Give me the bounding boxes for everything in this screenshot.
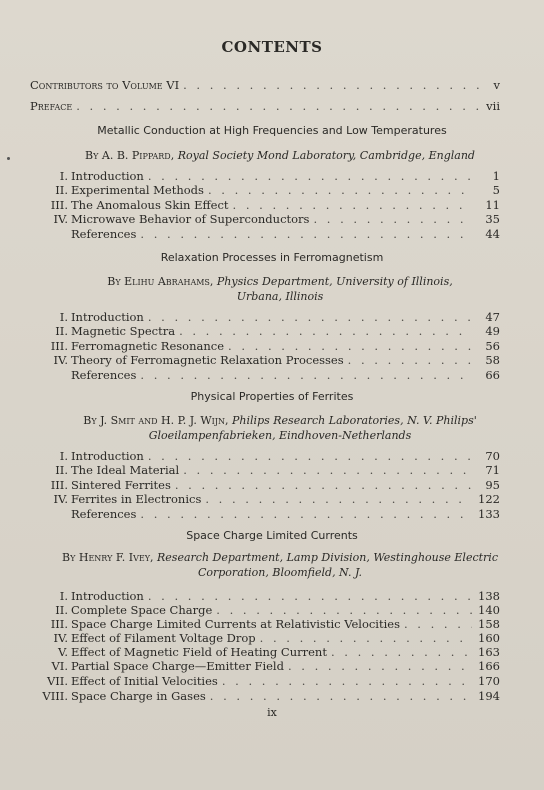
entry-page: 166: [478, 659, 500, 673]
entry-number: V.: [58, 645, 68, 659]
entry-page: 133: [478, 507, 500, 521]
front-entry-page: vii: [486, 99, 500, 113]
section-title: Relaxation Processes in Ferromagnetism: [160, 251, 384, 264]
entry-number: III.: [50, 198, 68, 212]
entry-number: I.: [59, 310, 68, 324]
ink-speck: [7, 157, 10, 160]
toc-entry: [26, 368, 500, 382]
leader-dots: [233, 198, 472, 212]
entry-page: 66: [485, 368, 500, 382]
entry-page: 160: [478, 631, 500, 645]
leader-dots: [313, 212, 472, 226]
entry-page: 56: [485, 339, 500, 353]
front-entry-page: v: [493, 78, 500, 92]
section-title: Physical Properties of Ferrites: [190, 390, 354, 403]
entry-page: 163: [478, 645, 500, 659]
toc-entry: [26, 492, 500, 506]
entry-title: Ferrites in Electronics: [71, 492, 202, 506]
entry-title: Space Charge Limited Currents at Relativistic Velocities: [71, 617, 400, 631]
leader-dots: [175, 478, 472, 492]
toc-entry: [26, 603, 500, 617]
toc-entry: [26, 507, 500, 521]
toc-entry: [26, 674, 500, 688]
author-name: By A. B. Pippard,: [85, 149, 175, 162]
entry-number: IV.: [53, 212, 68, 226]
front-entry-label: Contributors to Volume VI: [30, 78, 180, 92]
leader-dots: [210, 689, 472, 703]
entry-number: III.: [50, 339, 68, 353]
entry-title: Experimental Methods: [71, 183, 204, 197]
author-name: By J. Smit and H. P. J. Wijn,: [83, 414, 229, 427]
leader-dots: [148, 169, 472, 183]
entry-title: Effect of Initial Velocities: [71, 674, 218, 688]
leader-dots: [179, 324, 472, 338]
entry-title: The Anomalous Skin Effect: [71, 198, 229, 212]
toc-entry: [26, 227, 500, 241]
section-title: Space Charge Limited Currents: [186, 529, 358, 542]
section-author: [45, 550, 515, 580]
entry-title: Partial Space Charge—Emitter Field: [71, 659, 284, 673]
entry-title: Complete Space Charge: [71, 603, 213, 617]
leader-dots: [348, 353, 472, 367]
toc-entry: [26, 449, 500, 463]
entry-title: Introduction: [71, 449, 144, 463]
leader-dots: [183, 78, 480, 92]
section-author: [70, 413, 490, 443]
toc-entry: [26, 589, 500, 603]
front-entry-preface: [30, 99, 500, 113]
entry-title: The Ideal Material: [71, 463, 180, 477]
entry-page: 47: [485, 310, 500, 324]
entry-number: IV.: [53, 492, 68, 506]
author-affiliation: Royal Society Mond Laboratory, Cambridge, England: [177, 149, 475, 162]
entry-number: II.: [55, 324, 68, 338]
toc-entry: [26, 198, 500, 212]
toc-entry: [26, 631, 500, 645]
entry-page: 140: [478, 603, 500, 617]
entry-page: 1: [492, 169, 500, 183]
entry-page: 158: [478, 617, 500, 631]
entry-number: I.: [59, 589, 68, 603]
author-affiliation: Urbana, Illinois: [236, 290, 324, 303]
entry-page: 71: [485, 463, 500, 477]
leader-dots: [183, 463, 472, 477]
toc-entry: [26, 212, 500, 226]
entry-number: VI.: [51, 659, 68, 673]
toc-entry: [26, 617, 500, 631]
toc-entry: [26, 353, 500, 367]
author-affiliation: Gloeilampenfabrieken, Eindhoven-Netherlands: [148, 429, 412, 442]
leader-dots: [205, 492, 472, 506]
toc-entry: [26, 310, 500, 324]
entry-title: Magnetic Spectra: [71, 324, 176, 338]
entry-number: IV.: [53, 353, 68, 367]
author-affiliation: Corporation, Bloomfield, N. J.: [197, 566, 363, 579]
entry-number: II.: [55, 463, 68, 477]
entry-title: References: [71, 368, 137, 382]
entry-page: 138: [478, 589, 500, 603]
entry-title: Introduction: [71, 310, 144, 324]
leader-dots: [148, 310, 472, 324]
entry-number: I.: [59, 169, 68, 183]
entry-page: 58: [485, 353, 500, 367]
entry-title: Microwave Behavior of Superconductors: [71, 212, 310, 226]
author-name: By Henry F. Ivey,: [62, 551, 154, 564]
toc-entry: [26, 478, 500, 492]
leader-dots: [148, 589, 472, 603]
section-title: Metallic Conduction at High Frequencies and Low Temperatures: [97, 124, 447, 137]
entry-title: Introduction: [71, 169, 144, 183]
author-affiliation: Philips Research Laboratories, N. V. Philips': [232, 414, 477, 427]
toc-entry: [26, 183, 500, 197]
entry-number: VII.: [46, 674, 68, 688]
page-title: CONTENTS: [221, 38, 323, 56]
front-entry-contributors: [30, 78, 500, 92]
entry-number: III.: [50, 478, 68, 492]
toc-entry: [26, 689, 500, 703]
entry-page: 35: [485, 212, 500, 226]
entry-title: Effect of Magnetic Field of Heating Current: [71, 645, 327, 659]
toc-entry: [26, 169, 500, 183]
leader-dots: [140, 368, 472, 382]
entry-page: 44: [485, 227, 500, 241]
leader-dots: [140, 507, 472, 521]
leader-dots: [76, 99, 480, 113]
entry-page: 70: [485, 449, 500, 463]
entry-number: IV.: [53, 631, 68, 645]
author-affiliation: Physics Department, University of Illinois,: [216, 275, 453, 288]
author-affiliation: Research Department, Lamp Division, Westinghouse Electric: [157, 551, 498, 564]
leader-dots: [228, 339, 472, 353]
entry-number: II.: [55, 603, 68, 617]
leader-dots: [216, 603, 472, 617]
entry-number: III.: [50, 617, 68, 631]
leader-dots: [331, 645, 472, 659]
leader-dots: [260, 631, 472, 645]
entry-page: 122: [478, 492, 500, 506]
page-number: ix: [267, 706, 277, 719]
entry-title: References: [71, 227, 137, 241]
entry-page: 5: [492, 183, 500, 197]
toc-entry: [26, 645, 500, 659]
leader-dots: [140, 227, 472, 241]
entry-title: Theory of Ferromagnetic Relaxation Processes: [71, 353, 344, 367]
entry-title: References: [71, 507, 137, 521]
entry-number: II.: [55, 183, 68, 197]
entry-title: Introduction: [71, 589, 144, 603]
leader-dots: [148, 449, 472, 463]
leader-dots: [404, 617, 472, 631]
entry-title: Space Charge in Gases: [71, 689, 206, 703]
toc-entry: [26, 324, 500, 338]
entry-number: VIII.: [42, 689, 68, 703]
entry-number: I.: [59, 449, 68, 463]
entry-page: 11: [485, 198, 500, 212]
section-author: [70, 148, 490, 163]
entry-title: Sintered Ferrites: [71, 478, 171, 492]
toc-entry: [26, 463, 500, 477]
leader-dots: [222, 674, 472, 688]
leader-dots: [208, 183, 472, 197]
entry-title: Effect of Filament Voltage Drop: [71, 631, 256, 645]
entry-page: 170: [478, 674, 500, 688]
section-author: [70, 274, 490, 304]
leader-dots: [288, 659, 472, 673]
entry-title: Ferromagnetic Resonance: [71, 339, 225, 353]
entry-page: 95: [485, 478, 500, 492]
toc-entry: [26, 339, 500, 353]
entry-page: 194: [478, 689, 500, 703]
entry-page: 49: [485, 324, 500, 338]
author-name: By Elihu Abrahams,: [107, 275, 214, 288]
toc-entry: [26, 659, 500, 673]
front-entry-label: Preface: [30, 99, 73, 113]
